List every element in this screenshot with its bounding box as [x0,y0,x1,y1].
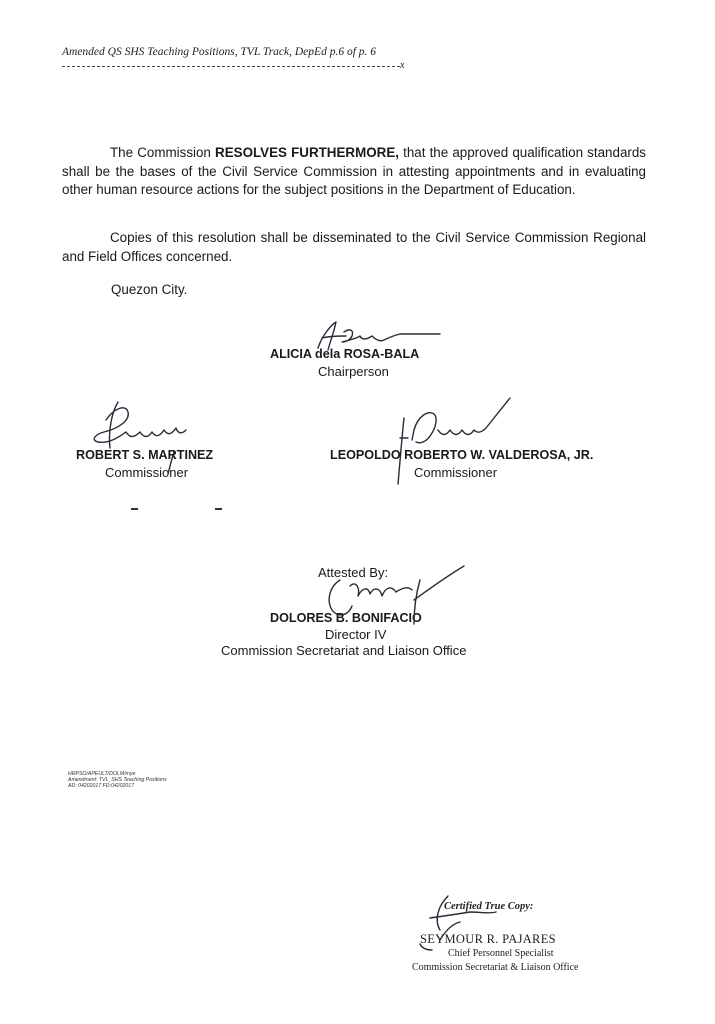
dash-mark [131,508,138,510]
commissioner-valderosa-title: Commissioner [414,465,498,480]
footnote-line: Amendment: TVL_SHS Teaching Positions [68,777,167,784]
para1-prefix: The Commission [110,145,216,160]
para2-text: Copies of this resolution shall be disseminated to the Civil Service Commission Regional and Field Offices concerned. [62,230,646,264]
director-title: Director IV [325,627,387,642]
para1-bold: RESOLVES FURTHERMORE, [215,145,399,160]
para1-rest: that the approved qualification standards shall be the bases of the Civil Service Commission in attesting appointments and in evaluating other human resource actions for the subject positions in the Department of Education. [62,145,646,197]
chair-name: ALICIA dela ROSA-BALA [270,347,420,361]
certifier-title: Chief Personnel Specialist [448,948,554,959]
footnote-line: HRPSO/APEULT/DOLM/mye [68,771,136,777]
page-header [62,46,402,58]
signature-chair [318,322,440,350]
certified-true-copy-stamp: Certified True Copy: [444,901,534,912]
certifier-name: SEYMOUR R. PAJARES [420,932,556,946]
city-line: Quezon City. [111,282,188,297]
signature-martinez [94,402,186,474]
header-title: Amended QS SHS Teaching Positions, TVL Track, DepEd [62,46,327,58]
dash-mark [215,508,222,510]
dissemination-paragraph [62,229,646,266]
director-name: DOLORES B. BONIFACIO [270,611,422,625]
attested-by-label: Attested By: [318,565,389,580]
footnote-line: AD: 04202017 FD:04202017 [68,783,135,790]
resolution-paragraph [62,144,646,200]
header-end-mark: x [400,60,405,71]
chair-title: Chairperson [318,364,389,379]
reference-footnote [68,771,167,790]
certifier-office: Commission Secretariat & Liaison Office [412,962,579,973]
header-page-number: p.6 of p. 6 [329,46,377,58]
commissioner-martinez-name: ROBERT S. MARTINEZ [76,448,214,462]
commissioner-valderosa-name: LEOPOLDO ROBERTO W. VALDEROSA, JR. [330,448,594,462]
header-divider [62,66,400,67]
commissioner-martinez-title: Commissioner [105,465,189,480]
director-office: Commission Secretariat and Liaison Office [221,643,467,658]
